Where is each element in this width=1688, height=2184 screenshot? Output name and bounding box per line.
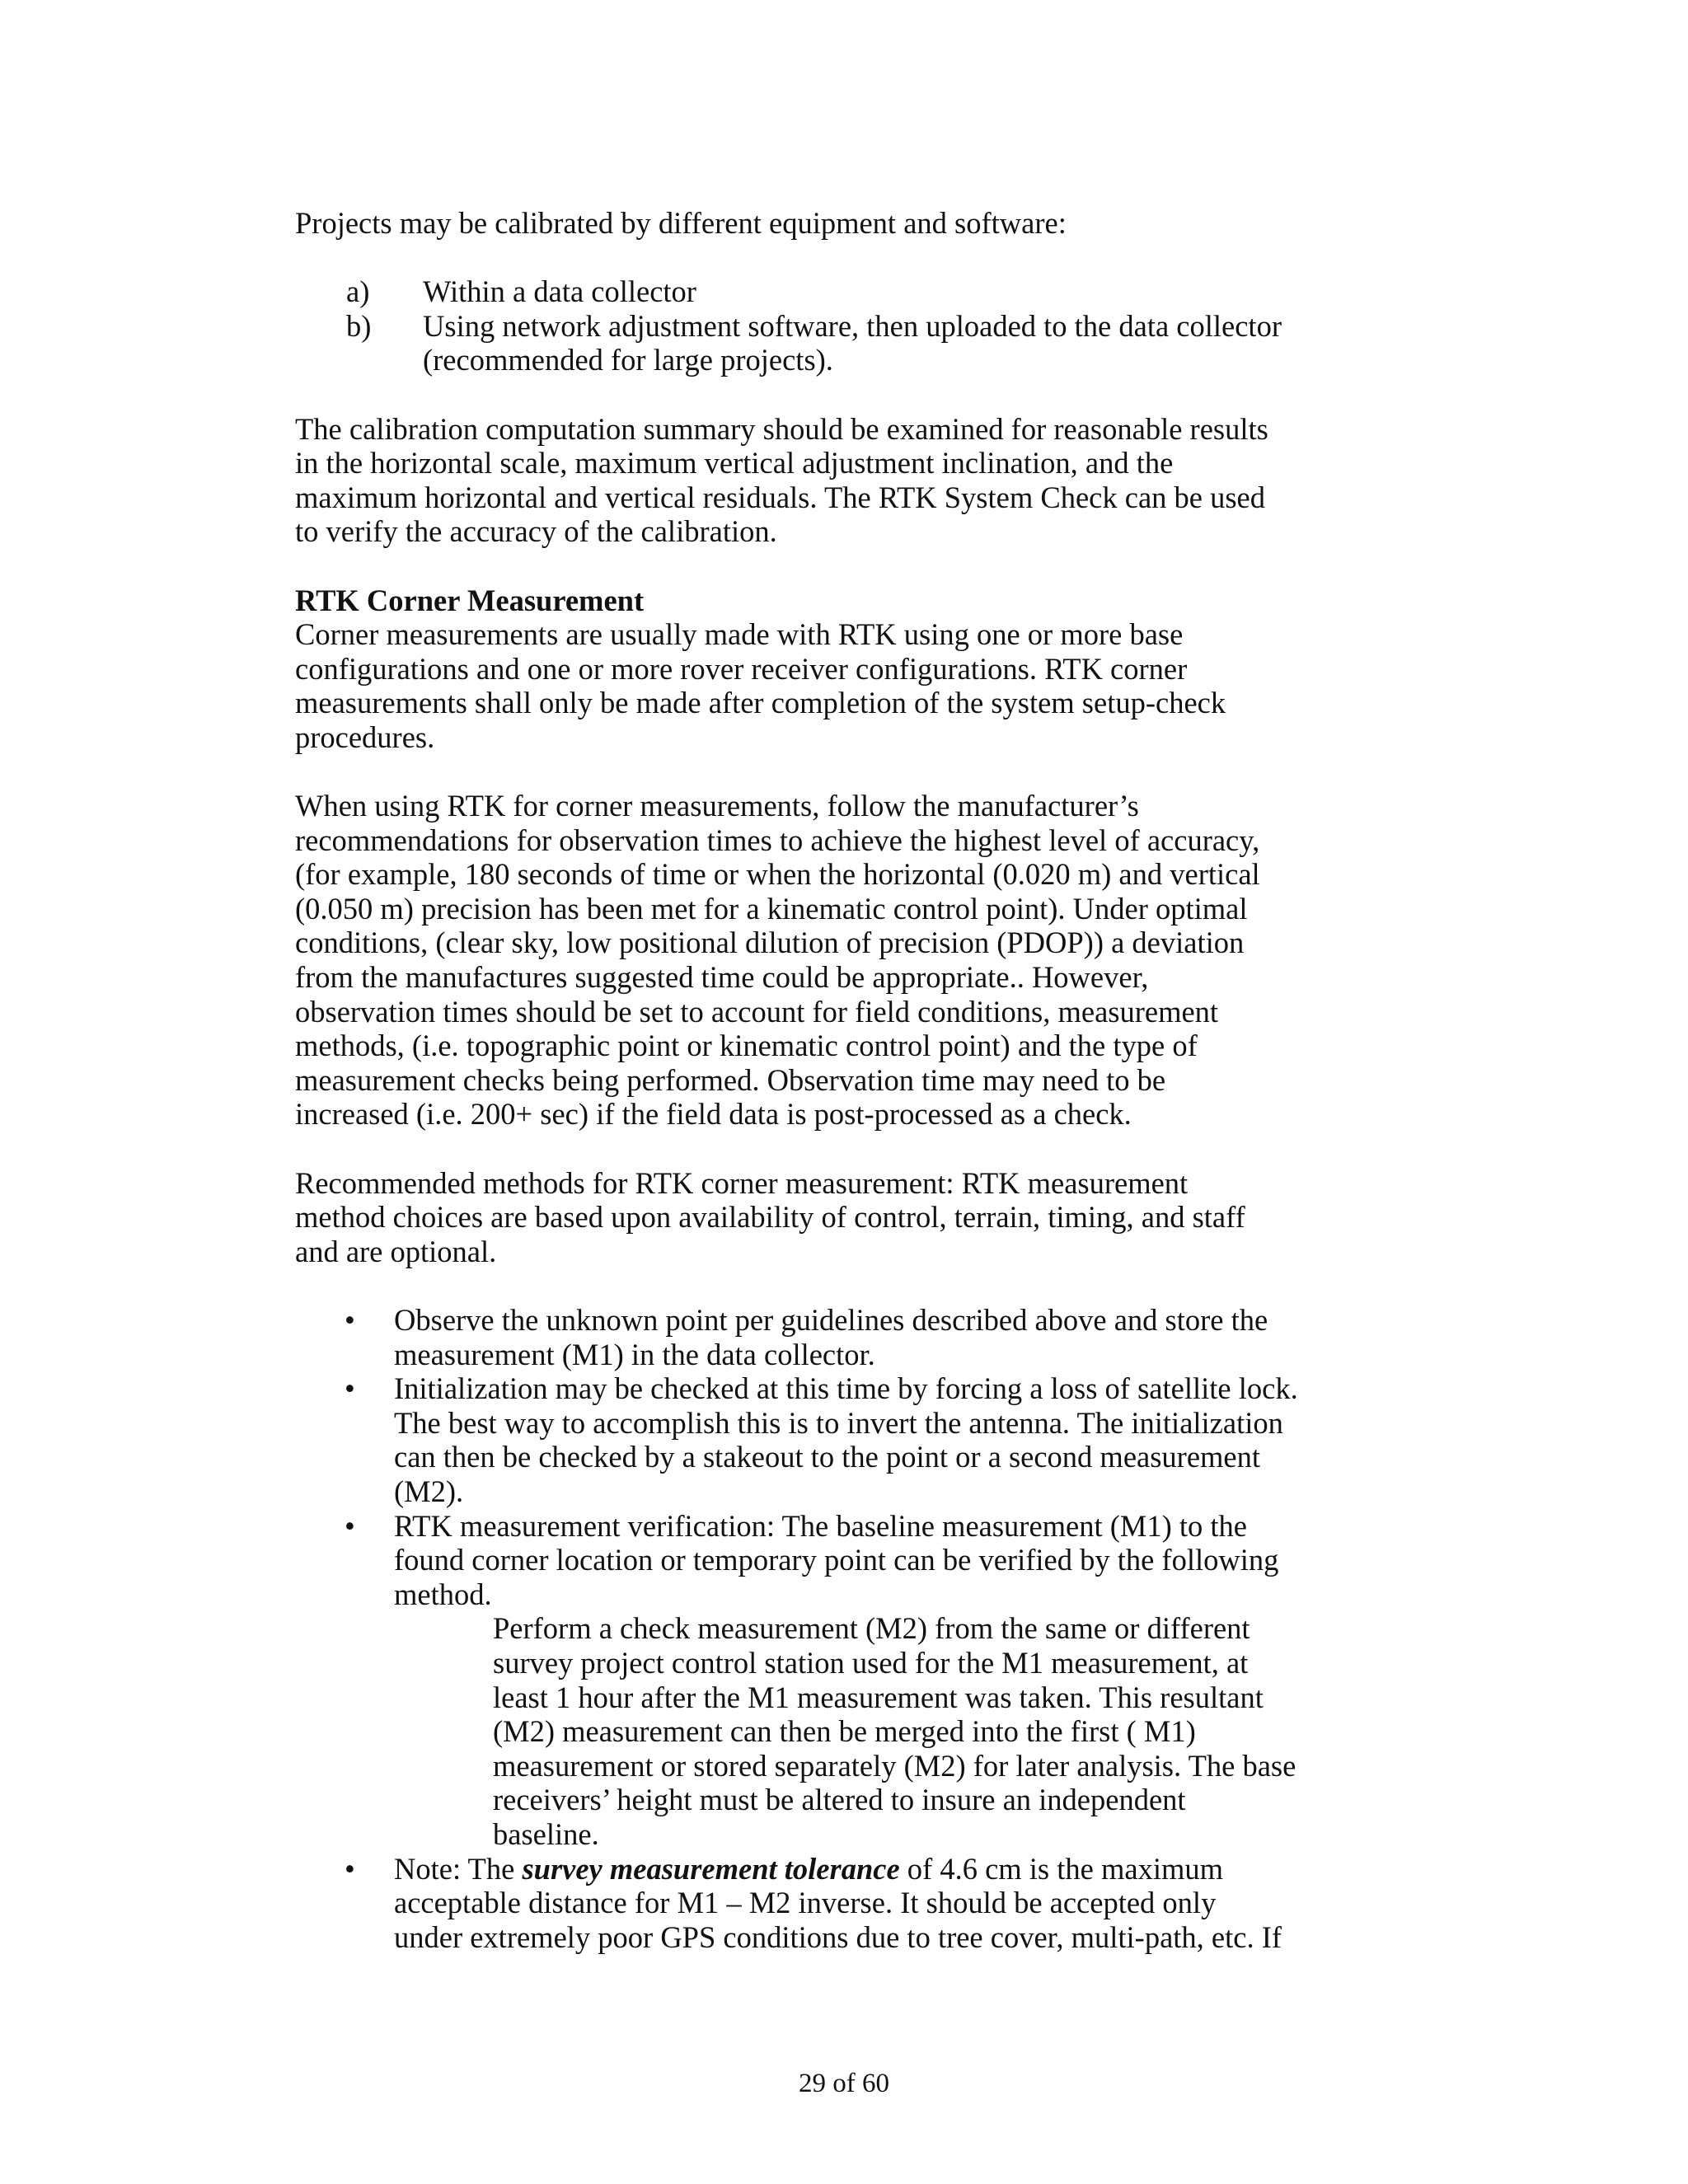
text-line: conditions, (clear sky, low positional dilution of precision (PDOP)) a deviation	[295, 926, 1245, 960]
rtk-usage-paragraph	[295, 789, 1391, 1132]
text-line: measurement checks being performed. Observation time may need to be	[295, 1062, 1166, 1097]
text-line: measurements shall only be made after completion of the system setup-check	[295, 686, 1226, 720]
text-line: procedures.	[295, 719, 435, 754]
note-first-line	[394, 1852, 1391, 1886]
text-line: Corner measurements are usually made with RTK using one or more base	[295, 617, 1184, 652]
text-line: (M2) measurement can then be merged into the first ( M1)	[493, 1714, 1196, 1749]
list-marker: b)	[346, 308, 372, 343]
text-line: configurations and one or more rover receiver configurations. RTK corner	[295, 651, 1188, 686]
note-prefix: Note: The	[394, 1851, 523, 1886]
bullet-icon: •	[345, 1851, 355, 1886]
bullet-icon: •	[345, 1371, 355, 1406]
text-line: baseline.	[493, 1816, 599, 1851]
list-item-note	[295, 1852, 1391, 1955]
list-item-line: (recommended for large projects).	[423, 343, 833, 377]
list-item-line: can then be checked by a stakeout to the point or a second measurement	[394, 1440, 1261, 1474]
text-line: receivers’ height must be altered to insure an independent	[493, 1783, 1186, 1817]
note-emphasis: survey measurement tolerance	[522, 1851, 900, 1886]
list-item	[295, 1303, 1391, 1371]
current-page-number: 29	[799, 2069, 826, 2098]
text-line: method choices are based upon availability of control, terrain, timing, and staff	[295, 1200, 1245, 1235]
page-body	[295, 206, 1391, 1954]
text-line: Recommended methods for RTK corner measurement: RTK measurement	[295, 1165, 1189, 1200]
list-marker: a)	[346, 274, 370, 309]
text-line: from the manufactures suggested time could be appropriate.. However,	[295, 960, 1149, 995]
verification-detail-paragraph	[394, 1611, 1391, 1851]
calibration-summary-paragraph	[295, 412, 1391, 549]
text-line: maximum horizontal and vertical residuals. The RTK System Check can be used	[295, 480, 1266, 514]
text-line: The calibration computation summary should be examined for reasonable results	[295, 411, 1268, 446]
list-item	[295, 1509, 1391, 1852]
text-line: observation times should be set to account for field conditions, measurement	[295, 994, 1219, 1029]
page-number-footer	[0, 2067, 1688, 2100]
text-line: (0.050 m) precision has been met for a kinematic control point). Under optimal	[295, 891, 1248, 926]
list-item-line: found corner location or temporary point can be verified by the following	[394, 1543, 1279, 1577]
text-line: and are optional.	[295, 1234, 497, 1268]
text-line: survey project control station used for the M1 measurement, at	[493, 1645, 1249, 1680]
text-line: recommendations for observation times to achieve the highest level of accuracy,	[295, 823, 1260, 857]
list-item-line: Initialization may be checked at this time by forcing a loss of satellite lock.	[394, 1371, 1298, 1406]
list-item-line: (M2).	[394, 1474, 464, 1508]
list-item-line: The best way to accomplish this is to invert the antenna. The initialization	[394, 1405, 1283, 1440]
section-heading: RTK Corner Measurement	[295, 583, 645, 617]
text-line: increased (i.e. 200+ sec) if the field data is post-processed as a check.	[295, 1097, 1132, 1132]
list-item-line: Using network adjustment software, then uploaded to the data collector	[423, 308, 1282, 343]
text-line: to verify the accuracy of the calibration.	[295, 514, 777, 549]
list-item-line: measurement (M1) in the data collector.	[394, 1337, 875, 1371]
bullet-icon: •	[345, 1508, 355, 1543]
corner-intro-paragraph	[295, 617, 1391, 754]
text-line: (for example, 180 seconds of time or when the horizontal (0.020 m) and vertical	[295, 857, 1260, 892]
list-item-line: RTK measurement verification: The baseline measurement (M1) to the	[394, 1508, 1248, 1543]
text-line: in the horizontal scale, maximum vertical adjustment inclination, and the	[295, 446, 1174, 480]
total-page-count: 60	[862, 2069, 889, 2098]
text-line: Perform a check measurement (M2) from the same or different	[493, 1611, 1250, 1646]
bullet-icon: •	[345, 1303, 355, 1337]
note-rest: of 4.6 cm is the maximum	[899, 1851, 1223, 1886]
text-line: methods, (i.e. topographic point or kinematic control point) and the type of	[295, 1029, 1198, 1063]
of-word: of	[832, 2069, 856, 2098]
text-line: least 1 hour after the M1 measurement was taken. This resultant	[493, 1680, 1264, 1714]
list-item-line: Observe the unknown point per guidelines described above and store the	[394, 1303, 1268, 1337]
text-line: When using RTK for corner measurements, follow the manufacturer’s	[295, 789, 1139, 823]
list-item-line: under extremely poor GPS conditions due to tree cover, multi-path, etc. If	[394, 1919, 1282, 1954]
list-item	[295, 309, 1391, 377]
list-item-line: method.	[394, 1577, 492, 1611]
list-item	[295, 1371, 1391, 1508]
methods-bullet-list	[295, 1303, 1391, 1954]
list-item	[295, 274, 1391, 309]
list-item-line: acceptable distance for M1 – M2 inverse. It should be accepted only	[394, 1886, 1217, 1920]
intro-paragraph: Projects may be calibrated by different equipment and software:	[295, 206, 1067, 240]
recommended-methods-paragraph	[295, 1166, 1391, 1269]
list-item-line: Within a data collector	[423, 274, 696, 309]
text-line: measurement or stored separately (M2) for later analysis. The base	[493, 1748, 1296, 1783]
calibration-options-list	[295, 274, 1391, 377]
